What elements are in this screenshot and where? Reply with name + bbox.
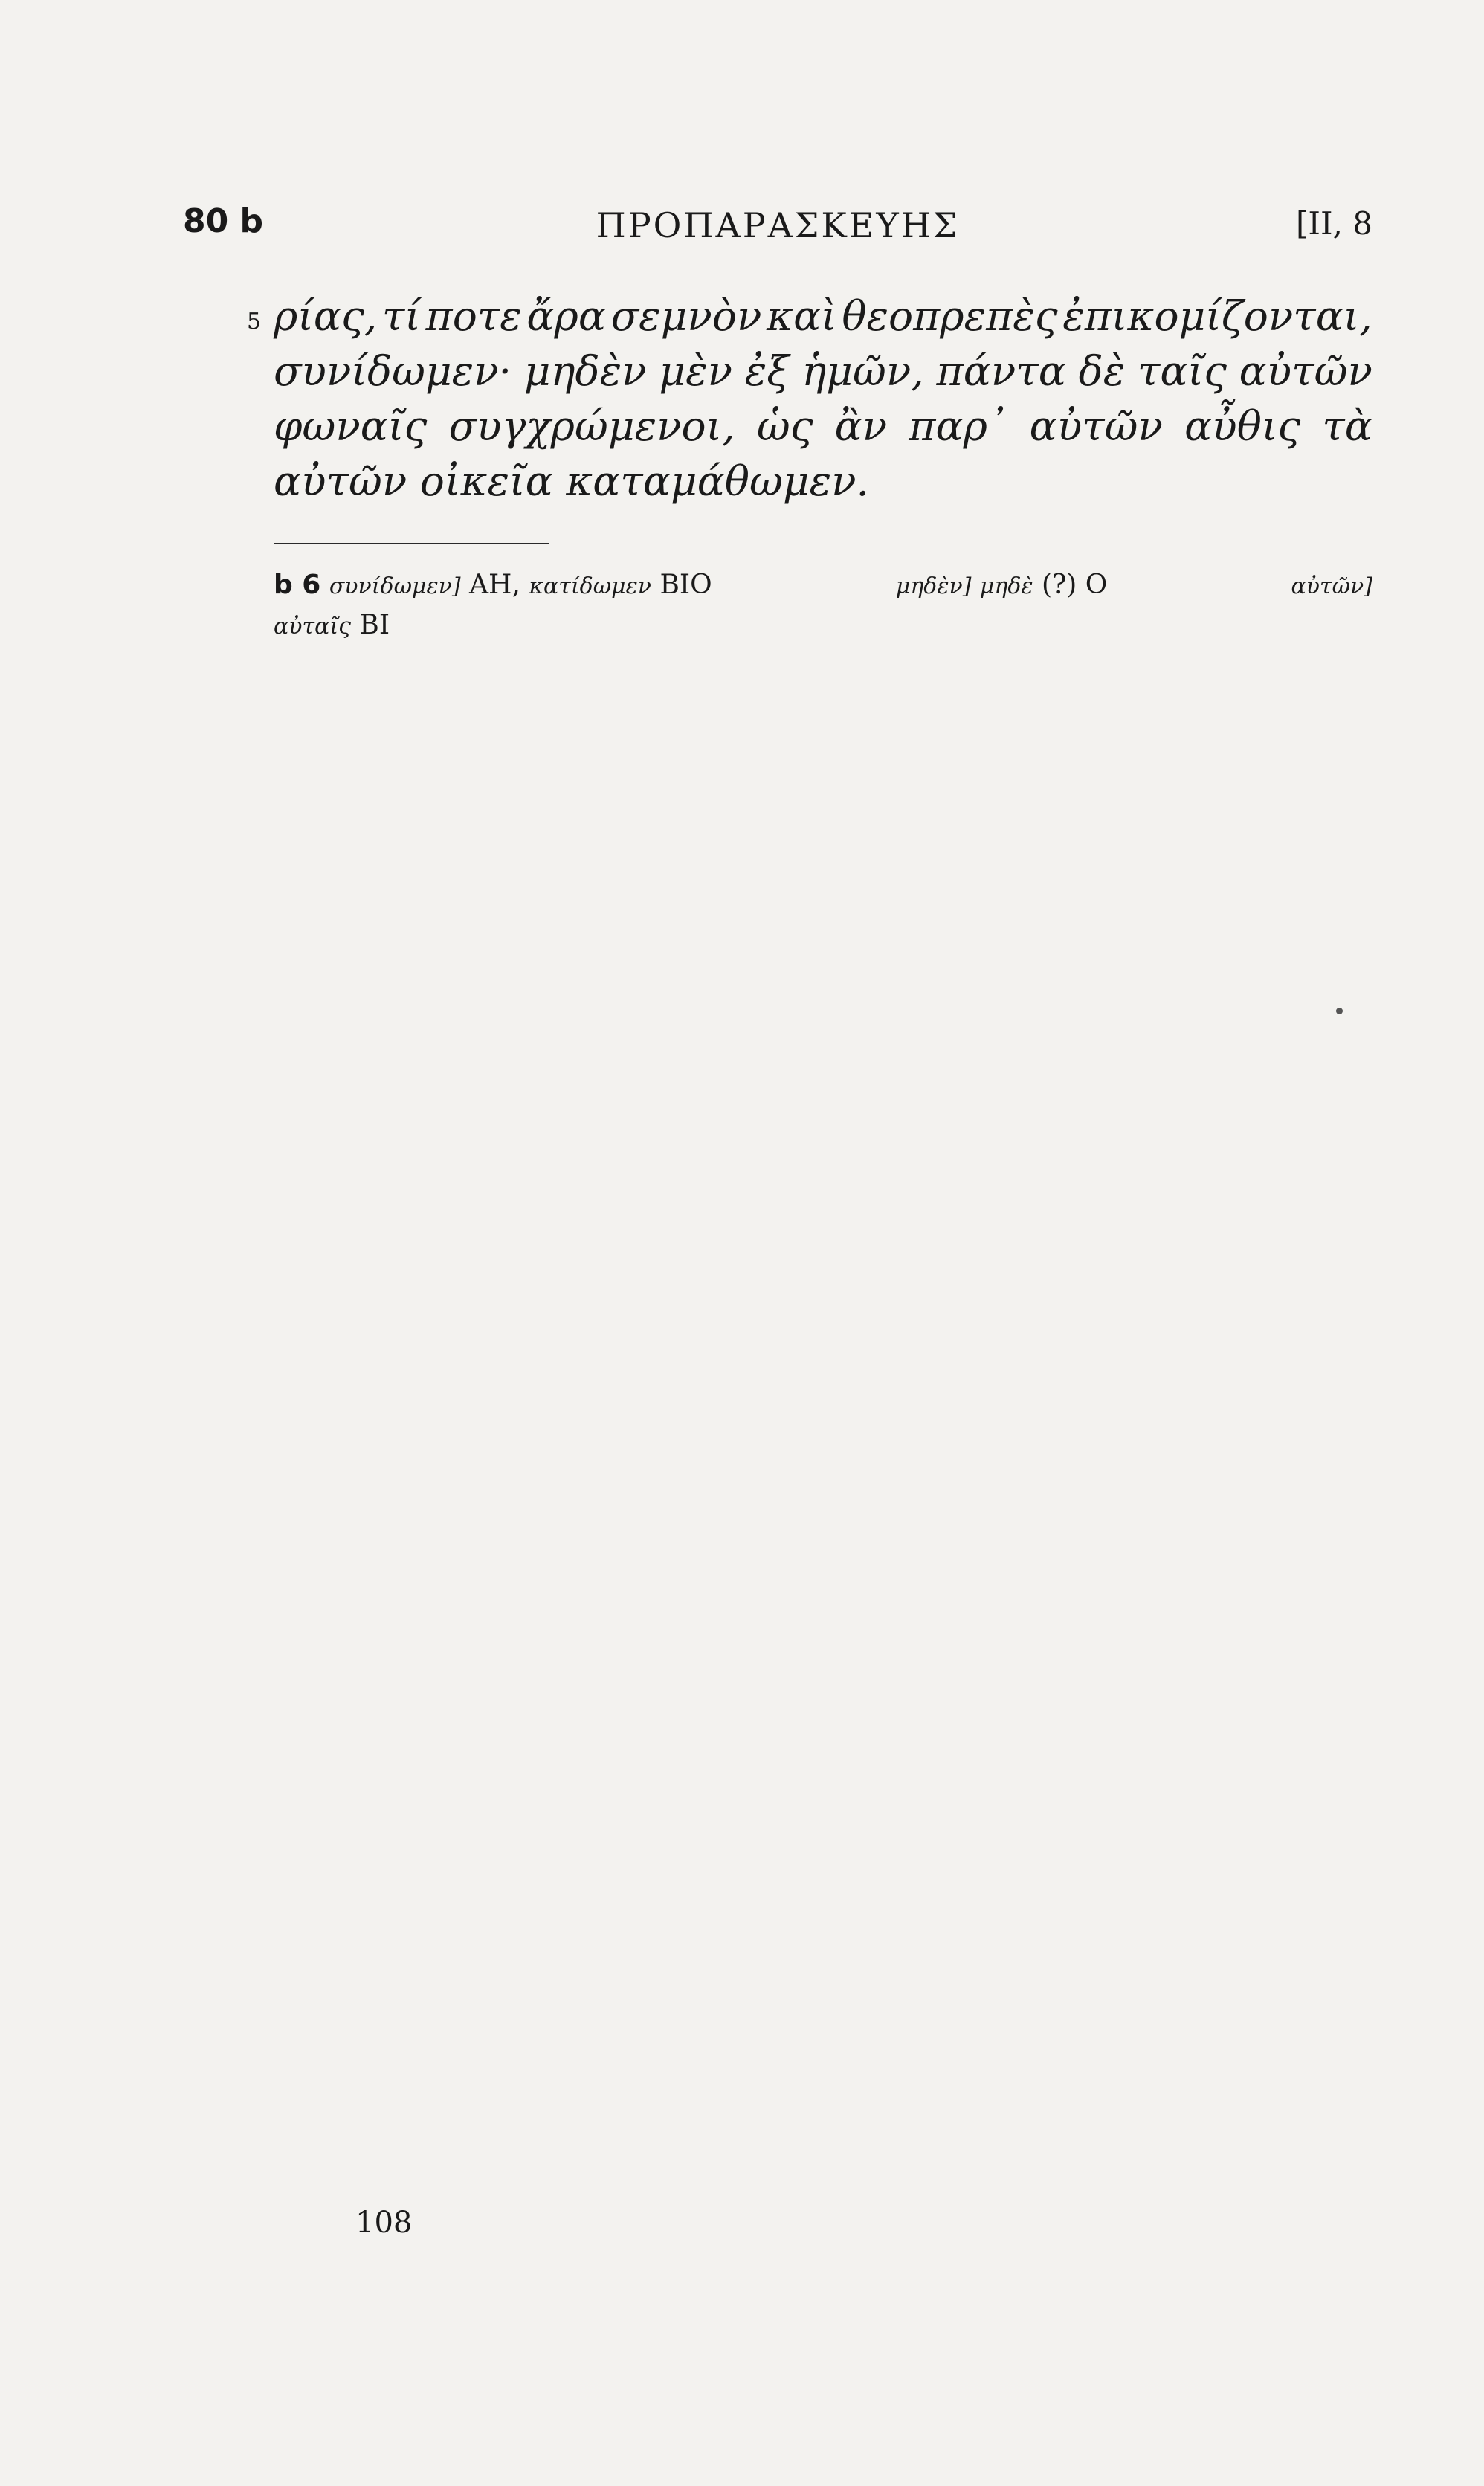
word: καὶ xyxy=(767,292,837,340)
witness: BI xyxy=(359,610,390,640)
apparatus-entry xyxy=(896,565,1107,605)
text-line xyxy=(247,289,1372,344)
word: συγχρώμενοι, xyxy=(448,402,735,450)
text-line xyxy=(274,454,1372,509)
apparatus-entry xyxy=(1291,565,1372,605)
word: συνίδωμεν· xyxy=(274,347,512,395)
word: αὖθις xyxy=(1184,402,1301,450)
variant: μηδὲ xyxy=(979,573,1033,599)
running-title: ΠΡΟΠΑΡΑΣΚΕΥΗΣ xyxy=(596,205,960,245)
word: αὐτῶν xyxy=(1239,347,1372,395)
word: δὲ xyxy=(1078,347,1126,395)
word: τί xyxy=(381,292,421,340)
chapter-reference: [II, 8 xyxy=(1296,205,1372,242)
witness: (?) O xyxy=(1041,570,1108,600)
lemma: μηδὲν] xyxy=(895,573,972,599)
print-speck xyxy=(1336,1008,1343,1014)
word: ἐπικομίζονται, xyxy=(1062,292,1372,340)
footnote-divider xyxy=(274,543,549,544)
witness: AH, xyxy=(469,570,520,600)
word: μὲν xyxy=(659,347,733,395)
apparatus-line xyxy=(274,605,1372,645)
word: αὐτῶν xyxy=(1029,402,1163,450)
word: θεοπρεπὲς xyxy=(842,292,1058,340)
line-number: 5 xyxy=(247,309,262,335)
word: ὡς xyxy=(756,402,813,450)
page-number: 108 xyxy=(355,2206,413,2240)
word: ἂν xyxy=(834,402,888,450)
word: ἄρα xyxy=(526,292,606,340)
word: μηδὲν xyxy=(523,347,647,395)
apparatus-line xyxy=(274,565,1372,605)
variant: αὐταῖς xyxy=(274,614,351,640)
word: σεμνὸν xyxy=(610,292,762,340)
text-line xyxy=(274,344,1372,399)
word: τὰ xyxy=(1322,402,1372,450)
word: ἡμῶν, xyxy=(801,347,924,395)
word: ποτε xyxy=(425,292,522,340)
main-text xyxy=(247,289,1372,509)
apparatus-entry xyxy=(274,565,712,605)
lemma: αὐτῶν] xyxy=(1291,573,1372,599)
word: ταῖς xyxy=(1137,347,1227,395)
section-marker: 80 b xyxy=(183,202,264,240)
text-line xyxy=(274,399,1372,454)
lemma: συνίδωμεν] xyxy=(329,573,461,599)
word: πάντα xyxy=(936,347,1066,395)
running-header xyxy=(183,202,1372,262)
word: παρ᾽ xyxy=(909,402,1008,450)
word: φωναῖς xyxy=(274,402,428,450)
word-group: αὐτῶν οἰκεῖα καταμάθωμεν. xyxy=(274,457,870,505)
apparatus-marker: b 6 xyxy=(274,570,321,600)
variant: κατίδωμεν xyxy=(529,573,651,599)
word: ἐξ xyxy=(744,347,790,395)
word: ρίας, xyxy=(274,292,378,340)
critical-apparatus xyxy=(274,565,1372,645)
witness: BIO xyxy=(659,570,712,600)
